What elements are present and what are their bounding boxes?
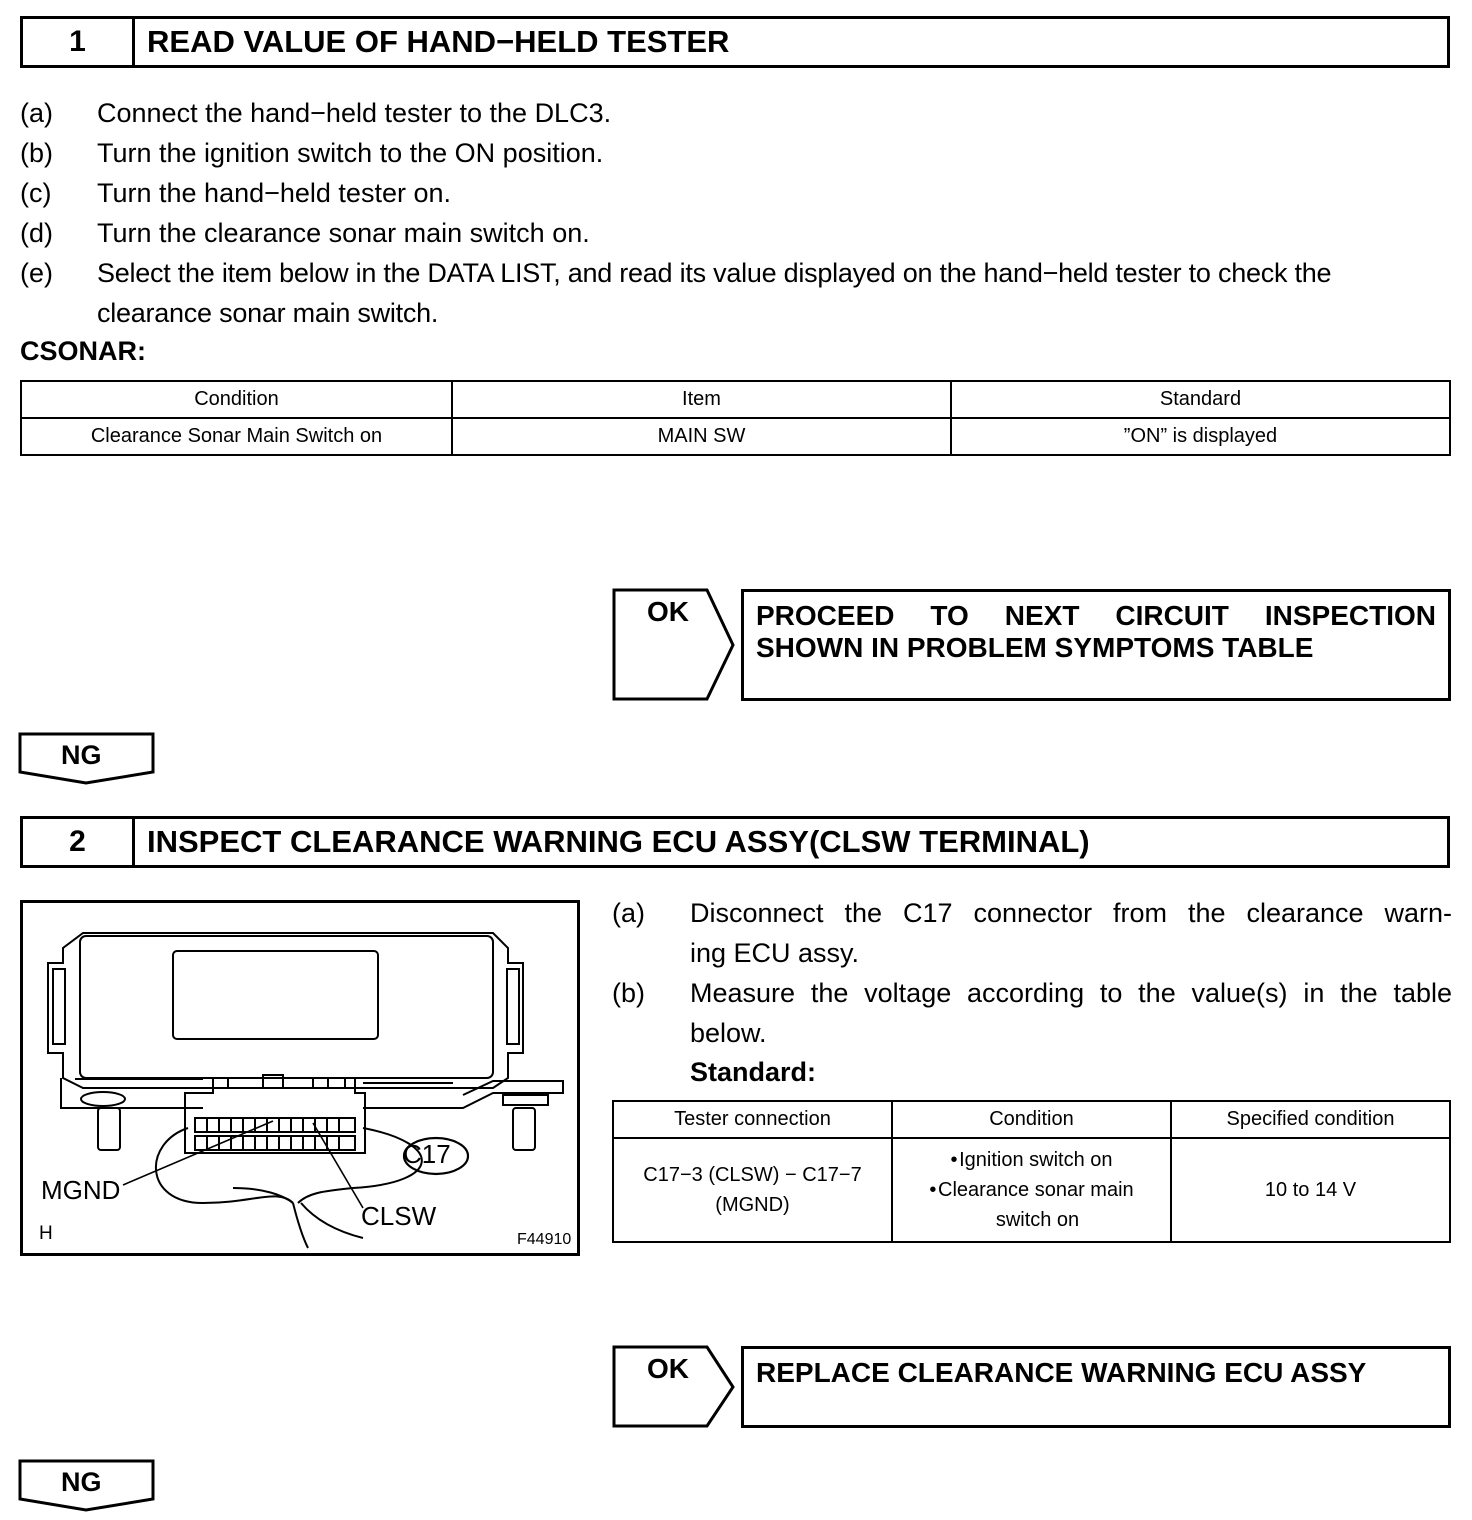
step1-instructions <box>20 93 1452 333</box>
step2-instructions <box>612 893 1452 1053</box>
instruction-text: Connect the hand−held tester to the DLC3. <box>97 98 612 128</box>
clsw-label: CLSW <box>361 1201 437 1231</box>
table-header-cell: Tester connection <box>613 1101 892 1138</box>
ecu-connector-figure <box>20 900 580 1256</box>
condition-text: Clearance sonar main <box>938 1179 1134 1201</box>
ok-label: OK <box>647 1353 689 1384</box>
instruction-text: Select the item below in the DATA LIST, and read its value displayed on the hand−held tester to check the clearance sonar main switch. <box>97 258 1332 328</box>
ng-label: NG <box>61 1467 102 1497</box>
condition-bullet: • Clearance sonar main <box>929 1179 1134 1201</box>
table-cell: ”ON” is displayed <box>951 418 1450 455</box>
instruction-label: (b) <box>20 138 53 168</box>
ok-result-text: REPLACE CLEARANCE WARNING ECU ASSY <box>756 1357 1367 1388</box>
instruction-text <box>690 973 1452 1053</box>
table-header-cell: Condition <box>892 1101 1171 1138</box>
step1-number: 1 <box>23 19 135 65</box>
ng-label: NG <box>61 740 102 770</box>
table-cell-specified: 10 to 14 V <box>1171 1138 1450 1242</box>
table-header-row <box>613 1101 1450 1138</box>
mgnd-label: MGND <box>41 1175 121 1205</box>
table-header-cell: Condition <box>21 381 452 418</box>
system-label: CSONAR: <box>20 336 146 366</box>
step1-title: READ VALUE OF HAND−HELD TESTER <box>147 24 730 59</box>
table-cell-condition <box>892 1138 1171 1242</box>
voltage-spec-table <box>612 1100 1451 1243</box>
data-list-table <box>20 380 1451 456</box>
connection-line: C17−3 (CLSW) − C17−7 <box>643 1164 862 1186</box>
connection-line: (MGND) <box>715 1194 790 1216</box>
table-cell: Clearance Sonar Main Switch on <box>21 418 452 455</box>
table-cell-connection <box>613 1138 892 1242</box>
instruction-label: (c) <box>20 178 52 208</box>
ok-result-line: SHOWN IN PROBLEM SYMPTOMS TABLE <box>756 632 1314 663</box>
instruction-item <box>20 253 1452 333</box>
instruction-text-line: below. <box>690 1018 767 1048</box>
step1-header <box>20 16 1450 68</box>
ok-label: OK <box>647 596 689 627</box>
table-cell: MAIN SW <box>452 418 951 455</box>
ok-result-line: PROCEED TO NEXT CIRCUIT INSPECTION <box>756 600 1436 631</box>
condition-text: Ignition switch on <box>959 1149 1113 1171</box>
standard-label: Standard: <box>690 1057 817 1087</box>
instruction-item <box>20 173 1452 213</box>
step2-header <box>20 816 1450 868</box>
instruction-item <box>20 93 1452 133</box>
instruction-label: (b) <box>612 978 645 1008</box>
instruction-label: (a) <box>612 898 645 928</box>
instruction-text-line: Disconnect the C17 connector from the clearance warn- <box>690 898 1452 928</box>
table-header-cell: Specified condition <box>1171 1101 1450 1138</box>
table-row <box>21 418 1450 455</box>
table-header-cell: Item <box>452 381 951 418</box>
ok-result-box <box>741 589 1451 701</box>
step2-title: INSPECT CLEARANCE WARNING ECU ASSY(CLSW TERMINAL) <box>147 824 1090 859</box>
table-row <box>613 1138 1450 1242</box>
instruction-text: Turn the clearance sonar main switch on. <box>97 218 590 248</box>
instruction-label: (d) <box>20 218 53 248</box>
instruction-item <box>612 893 1452 973</box>
step2-number: 2 <box>23 819 135 865</box>
condition-continuation: switch on <box>995 1209 1080 1231</box>
connector-label: C17 <box>403 1139 451 1169</box>
instruction-text-line: ing ECU assy. <box>690 938 860 968</box>
instruction-text: Turn the hand−held tester on. <box>97 178 451 208</box>
ok-result-box <box>741 1346 1451 1428</box>
figure-id: F44910 <box>517 1231 572 1248</box>
condition-bullet: • Ignition switch on <box>950 1149 1113 1171</box>
figure-corner-label: H <box>39 1223 53 1244</box>
instruction-item <box>612 973 1452 1053</box>
instruction-text-line: Measure the voltage according to the value(s) in the table <box>690 978 1452 1008</box>
instruction-label: (a) <box>20 98 53 128</box>
table-header-row <box>21 381 1450 418</box>
instruction-item <box>20 133 1452 173</box>
table-header-cell: Standard <box>951 381 1450 418</box>
instruction-text: Turn the ignition switch to the ON position. <box>97 138 604 168</box>
instruction-text <box>690 893 1452 973</box>
instruction-item <box>20 213 1452 253</box>
instruction-label: (e) <box>20 258 53 288</box>
